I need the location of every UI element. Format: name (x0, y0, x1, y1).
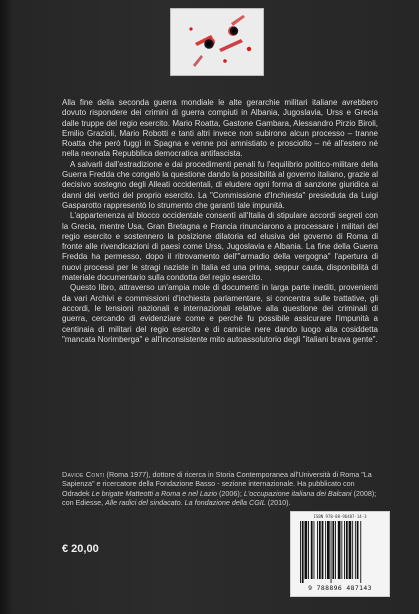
barcode-bar (305, 521, 308, 579)
author-name: Davide Conti (62, 470, 105, 479)
bio-book-title: L'occupazione italiana dei Balcani (243, 488, 352, 498)
barcode-bar (317, 521, 318, 579)
barcode-bar (332, 521, 334, 579)
barcode-bar (341, 521, 342, 579)
barcode-bar (335, 521, 336, 579)
barcode-icon (299, 521, 381, 583)
bio-text: (2008); con Ediesse, (62, 488, 377, 508)
synopsis-paragraph: Alla fine della seconda guerra mondiale le alte gerarchie militari italiane avrebbero dovuto rispondere dei crimini di guerra compiuti in Albania, Jugoslavia, Urss e Grecia dalle truppe del regio esercito. Mario Roatta, Gastone Gambara, Alessandro Pirzio Biroli, Emilio Grazioli, Mario Robotti e tanti altri invece non subirono alcun processo – tranne Roatta che però fuggì in Spagna e venne poi amnistiato e prosciolto – né all'estero né nella neonata Repubblica democratica antifascista. (62, 98, 378, 159)
barcode-bar (322, 521, 324, 579)
barcode-bar (349, 521, 352, 579)
bio-text: (2006); (217, 488, 244, 498)
barcode-bar (357, 521, 359, 579)
barcode-bar (352, 521, 353, 579)
bio-book-title: Le brigate Matteotti a Roma e nel Lazio (91, 488, 218, 498)
bio-text: (2010). (265, 498, 291, 508)
author-bio (62, 470, 378, 508)
synopsis-paragraph: L'appartenenza al blocco occidentale consentì all'Italia di stipulare accordi segreti con la Grecia, mentre Usa, Gran Bretagna e Francia rinunciarono a processare i militari del regio esercito e sostennero la posizione dilatoria ed elusiva del governo di Roma di fronte alle rivendicazioni di paesi come Urss, Jugoslavia e Albania. La fine della Guerra Fredda ha permesso, dopo il ritrovamento dell'"armadio della vergogna" l'apertura di nuovi processi per le stragi naziste in Italia ed una prima, seppur cauta, disponibilità di materiale documentario sulla condotta del regio esercito. (62, 211, 378, 283)
barcode-bar (360, 521, 361, 583)
barcode-bar (308, 521, 309, 579)
synopsis-paragraph: A salvarli dall'estradizione e dai procedimenti penali fu l'equilibrio politico-militare della Guerra Fredda che congelò la questione dando la possibilità al governo italiano, grazie al decisivo sostegno degli Alleati occidentali, di eludere ogni forma di sanzione giuridica ai danni dei vertici del proprio esercito. La "Commissione d'Inchiesta" presieduta da Luigi Gasparotto rappresentò lo strumento che garantì tale impunità. (62, 159, 378, 210)
synopsis (62, 98, 378, 345)
barcode-bar (346, 521, 348, 579)
bio-book-title: Alle radici del sindacato. La fondazione della CGIL (105, 498, 266, 508)
blood-splatter-icon (171, 9, 263, 75)
barcode-bar (314, 521, 315, 579)
barcode-bar (344, 521, 345, 579)
bullet-hole-artwork (170, 8, 264, 76)
barcode-bar (327, 521, 330, 579)
synopsis-paragraph: Questo libro, attraverso un'ampia mole di documenti in larga parte inediti, provenienti da vari Archivi e commissioni d'inchiesta parlamentare, si concentra sulle trattative, gli accordi, le tensioni nazionali e internazionali relative alla questione dei criminali di guerra, cercando di evidenziare come e perché fu possibile assicurare l'impunità a centinaia di militari del regio esercito e di camicie nere dando luogo alla cosiddetta "mancata Norimberga" e all'inconsistente mito autoassolutorio degli "italiani brava gente". (62, 283, 378, 344)
barcode-bar (331, 521, 332, 583)
isbn-digits: 9 788896 487143 (308, 584, 372, 592)
barcode-bar (319, 521, 321, 579)
barcode-bar (311, 521, 313, 579)
isbn-text: ISBN 978-88-96487-14-3 (313, 514, 367, 519)
barcode-bar (355, 521, 356, 579)
price-label: € 20,00 (62, 543, 99, 555)
barcode-bar (302, 521, 304, 583)
barcode-bar (338, 521, 341, 579)
barcode-bar (325, 521, 326, 579)
barcode-bar (300, 521, 301, 583)
isbn-barcode (290, 511, 390, 597)
bio-text: (Roma 1977), dottore di ricerca in Storia Contemporanea all'Università di Roma "La Sapienza" e ricercatore della Fondazione Basso - sezione internazionale. Ha pubblicato con Odradek (62, 470, 372, 498)
